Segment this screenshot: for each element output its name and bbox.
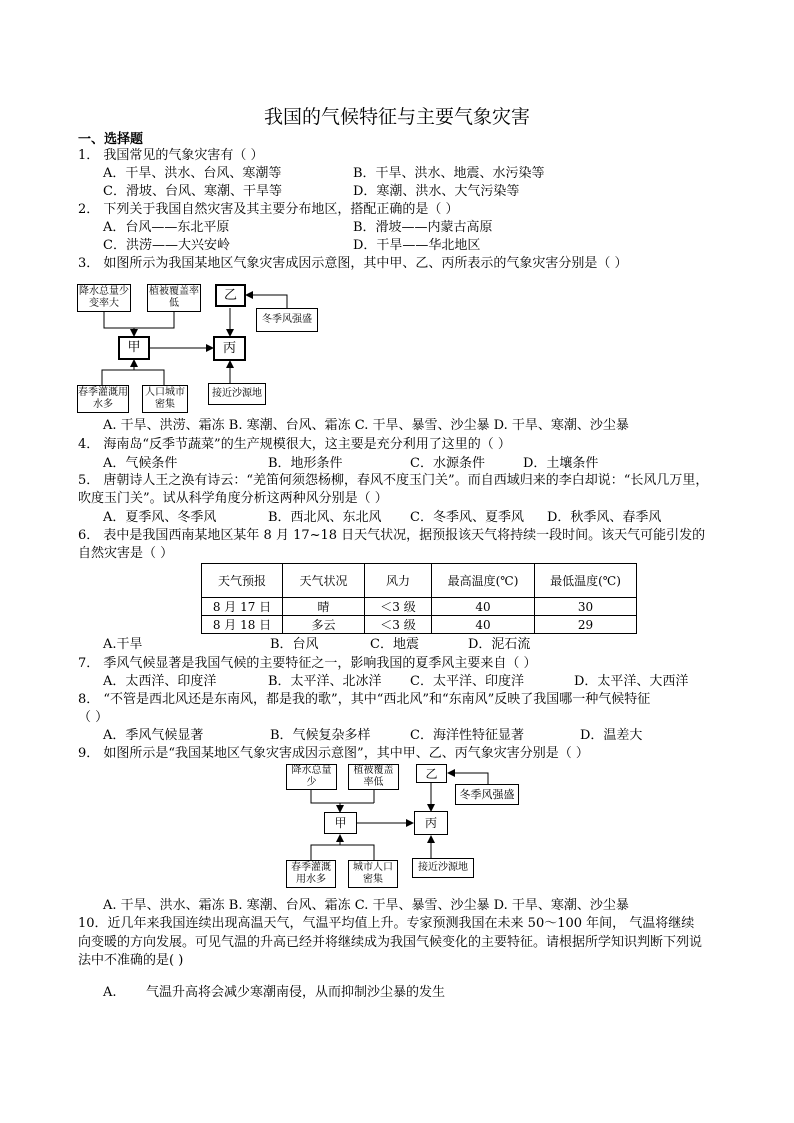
q7-option-a: A．太西洋、印度洋: [103, 674, 217, 689]
q4-stem: 4． 海南岛“反季节蔬菜”的生产规模很大，这主要是充分利用了这里的（ ）: [78, 437, 511, 452]
q5-stem-line1: 5． 唐朝诗人王之涣有诗云：“羌笛何须怨杨柳，春风不度玉门关”。而自西域归来的李白却说：“长风几万里，: [78, 473, 709, 488]
q1-stem: 1． 我国常见的气象灾害有（ ）: [78, 148, 264, 163]
q2-option-a: A．台风——东北平原: [103, 220, 230, 235]
q10-option-a: 气温升高将会减少寒潮南侵，从而抑制沙尘暴的发生: [146, 985, 446, 1000]
d2-box-jia: 甲: [324, 812, 357, 834]
q1-option-d: D．寒潮、洪水、大气污染等: [353, 184, 520, 199]
q4-option-d: D．土壤条件: [523, 456, 599, 471]
q1-option-c: C．滑坡、台风、寒潮、干旱等: [103, 184, 282, 199]
section-heading: 一、选择题: [78, 132, 144, 147]
d2-box-sand-source: 接近沙源地: [412, 858, 474, 878]
table-header: 最高温度(℃): [432, 564, 535, 598]
q9-options: A. 干旱、洪水、霜冻 B. 寒潮、台风、霜冻 C. 干旱、暴雪、沙尘暴 D. 干旱、寒潮、沙尘暴: [103, 898, 629, 913]
d2-box-population: 城市人口密集: [348, 860, 398, 888]
q3-options: A. 干旱、洪涝、霜冻 B. 寒潮、台风、霜冻 C. 干旱、暴雪、沙尘暴 D. 干旱、寒潮、沙尘暴: [103, 418, 629, 433]
q2-option-b: B．滑坡——内蒙古高原: [353, 220, 493, 235]
q6-stem-line2: 自然灾害是（ ）: [78, 546, 174, 561]
table-row: [202, 616, 637, 634]
q10-stem-line1: 10．近几年来我国连续出现高温天气，气温平均值上升。专家预测我国在未来 50～100 年间， 气温将继续: [78, 916, 695, 931]
table-cell: 40: [432, 598, 535, 616]
table-cell: 8 月 18 日: [202, 616, 283, 634]
q4-option-a: A．气候条件: [103, 456, 178, 471]
d2-box-irrigation: 春季灌溉用水多: [286, 860, 336, 888]
q7-option-b: B．太平洋、北冰洋: [268, 674, 382, 689]
q8-stem-line2: （ ）: [78, 710, 109, 725]
d1-box-population: 人口城市密集: [142, 385, 188, 413]
d1-box-precipitation: 降水总量少变率大: [77, 284, 131, 312]
d1-box-winter-monsoon: 冬季风强盛: [256, 308, 318, 332]
d2-box-bing: 丙: [414, 811, 448, 835]
table-header: 风力: [365, 564, 432, 598]
d1-box-yi: 乙: [215, 284, 246, 307]
q8-option-b: B．气候复杂多样: [270, 728, 371, 743]
q8-option-d: D．温差大: [580, 728, 643, 743]
q9-stem: 9． 如图所示是“我国某地区气象灾害成因示意图”，其中甲、乙、丙气象灾害分别是（ ）: [78, 746, 589, 761]
q6-option-a: A.干旱: [103, 637, 143, 652]
table-cell: 晴: [283, 598, 365, 616]
q7-option-d: D．太平洋、大西洋: [574, 674, 689, 689]
d1-box-sand-source: 接近沙源地: [208, 383, 266, 405]
q6-stem-line1: 6． 表中是我国西南某地区某年 8 月 17~18 日天气状况，据预报该天气将持续一段时间。该天气可能引发的: [78, 528, 706, 543]
d2-box-precipitation: 降水总量少: [286, 764, 337, 790]
d1-box-vegetation: 植被覆盖率低: [147, 284, 201, 312]
q2-stem: 2． 下列关于我国自然灾害及其主要分布地区，搭配正确的是（ ）: [78, 202, 459, 217]
d2-box-yi: 乙: [416, 764, 447, 783]
d2-box-vegetation: 植被覆盖率低: [348, 764, 399, 790]
table-row: [202, 598, 637, 616]
q5-option-b: B．西北风、东北风: [268, 510, 382, 525]
q1-option-a: A．干旱、洪水、台风、寒潮等: [103, 166, 282, 181]
d1-box-jia: 甲: [118, 336, 150, 360]
q6-option-d: D．泥石流: [468, 637, 531, 652]
q6-option-b: B．台风: [270, 637, 319, 652]
q10-option-a-letter: A.: [103, 985, 117, 1000]
q2-option-d: D．干旱——华北地区: [353, 238, 481, 253]
q6-option-c: C．地震: [370, 637, 419, 652]
table-cell: 30: [535, 598, 637, 616]
d1-box-irrigation: 春季灌溉用水多: [77, 385, 129, 413]
q10-stem-line3: 法中不准确的是( ): [78, 953, 184, 968]
q1-option-b: B．干旱、洪水、地震、水污染等: [353, 166, 545, 181]
q5-stem-line2: 吹度玉门关”。试从科学角度分析这两种风分别是（ ）: [78, 491, 388, 506]
table-cell: 40: [432, 616, 535, 634]
q2-option-c: C．洪涝——大兴安岭: [103, 238, 230, 253]
q8-option-c: C．海洋性特征显著: [410, 728, 524, 743]
weather-table: [201, 563, 637, 634]
q10-stem-line2: 向变暖的方向发展。可见气温的升高已经并将继续成为我国气候变化的主要特征。请根据所学知识判断下列说: [78, 935, 703, 950]
q4-option-b: B．地形条件: [268, 456, 343, 471]
page-title: 我国的气候特征与主要气象灾害: [263, 106, 530, 128]
table-header: 天气状况: [283, 564, 365, 598]
table-cell: ＜3 级: [365, 598, 432, 616]
table-cell: 8 月 17 日: [202, 598, 283, 616]
d1-box-bing: 丙: [213, 336, 246, 361]
table-cell: ＜3 级: [365, 616, 432, 634]
q5-option-c: C．冬季风、夏季风: [410, 510, 524, 525]
table-header: 天气预报: [202, 564, 283, 598]
q4-option-c: C．水源条件: [410, 456, 485, 471]
q7-option-c: C．太平洋、印度洋: [410, 674, 524, 689]
q8-stem-line1: 8． “不管是西北风还是东南风，都是我的歌”，其中“西北风”和“东南风”反映了我国哪一种气候特征: [78, 692, 651, 707]
q7-stem: 7． 季风气候显著是我国气候的主要特征之一，影响我国的夏季风主要来自（ ）: [78, 656, 537, 671]
table-header: 最低温度(℃): [535, 564, 637, 598]
q8-option-a: A．季风气候显著: [103, 728, 204, 743]
q5-option-d: D．秋季风、春季风: [547, 510, 662, 525]
table-cell: 多云: [283, 616, 365, 634]
q5-option-a: A．夏季风、冬季风: [103, 510, 217, 525]
q3-stem: 3． 如图所示为我国某地区气象灾害成因示意图，其中甲、乙、丙所表示的气象灾害分别是（ ）: [78, 256, 628, 271]
table-cell: 29: [535, 616, 637, 634]
d2-box-winter-monsoon: 冬季风强盛: [455, 784, 519, 805]
